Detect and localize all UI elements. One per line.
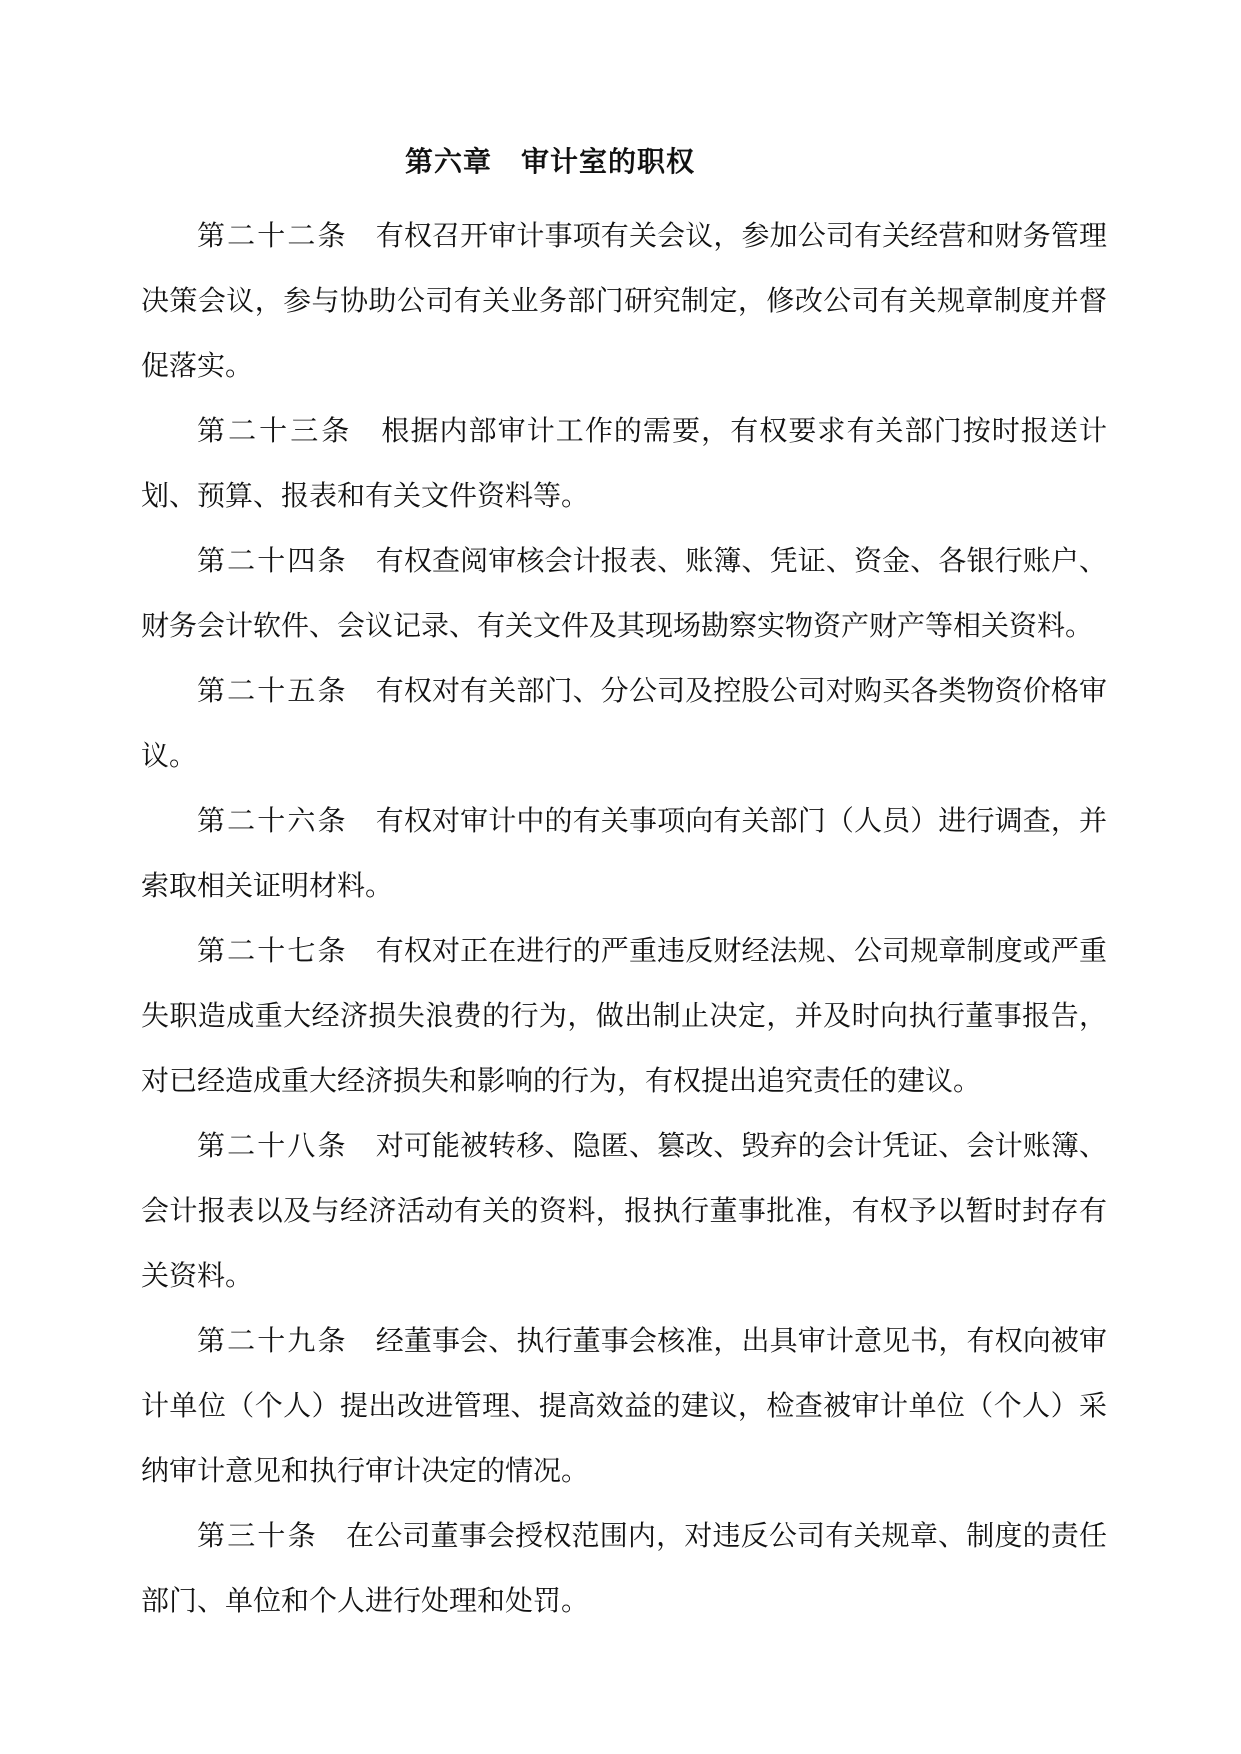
article-30	[141, 1503, 1107, 1633]
article-26	[141, 788, 1107, 918]
article-27	[141, 918, 1107, 1113]
article-25	[141, 658, 1107, 788]
article-text: 有权查阅审核会计报表、账簿、凭证、资金、各银行账户、财务会计软件、会议记录、有关文件及其现场勘察实物资产财产等相关资料。	[141, 544, 1107, 642]
article-number: 第二十四条	[197, 544, 348, 577]
document-body	[141, 203, 1107, 1633]
article-text: 对可能被转移、隐匿、篡改、毁弃的会计凭证、会计账簿、会计报表以及与经济活动有关的资料，报执行董事批准，有权予以暂时封存有关资料。	[141, 1129, 1107, 1292]
article-text: 有权对正在进行的严重违反财经法规、公司规章制度或严重失职造成重大经济损失浪费的行为，做出制止决定，并及时向执行董事报告，对已经造成重大经济损失和影响的行为，有权提出追究责任的建议。	[141, 934, 1107, 1097]
article-24	[141, 528, 1107, 658]
article-28	[141, 1113, 1107, 1308]
article-text: 有权召开审计事项有关会议，参加公司有关经营和财务管理决策会议，参与协助公司有关业务部门研究制定，修改公司有关规章制度并督促落实。	[141, 219, 1107, 382]
article-number: 第二十九条	[197, 1324, 348, 1357]
article-22	[141, 203, 1107, 398]
article-number: 第二十二条	[197, 219, 348, 252]
chapter-title: 第六章 审计室的职权	[404, 145, 695, 178]
article-number: 第二十六条	[197, 804, 348, 837]
article-number: 第二十八条	[197, 1129, 348, 1162]
article-text: 在公司董事会授权范围内，对违反公司有关规章、制度的责任部门、单位和个人进行处理和处罚。	[141, 1519, 1107, 1617]
article-number: 第三十条	[197, 1519, 318, 1552]
article-text: 经董事会、执行董事会核准，出具审计意见书，有权向被审计单位（个人）提出改进管理、提高效益的建议，检查被审计单位（个人）采纳审计意见和执行审计决定的情况。	[141, 1324, 1107, 1487]
article-29	[141, 1308, 1107, 1503]
article-text: 根据内部审计工作的需要，有权要求有关部门按时报送计划、预算、报表和有关文件资料等。	[141, 414, 1107, 512]
article-23	[141, 398, 1107, 528]
article-number: 第二十五条	[197, 674, 348, 707]
article-number: 第二十七条	[197, 934, 348, 967]
article-number: 第二十三条	[197, 414, 353, 447]
article-text: 有权对审计中的有关事项向有关部门（人员）进行调查，并索取相关证明材料。	[141, 804, 1107, 902]
article-text: 有权对有关部门、分公司及控股公司对购买各类物资价格审议。	[141, 674, 1107, 772]
